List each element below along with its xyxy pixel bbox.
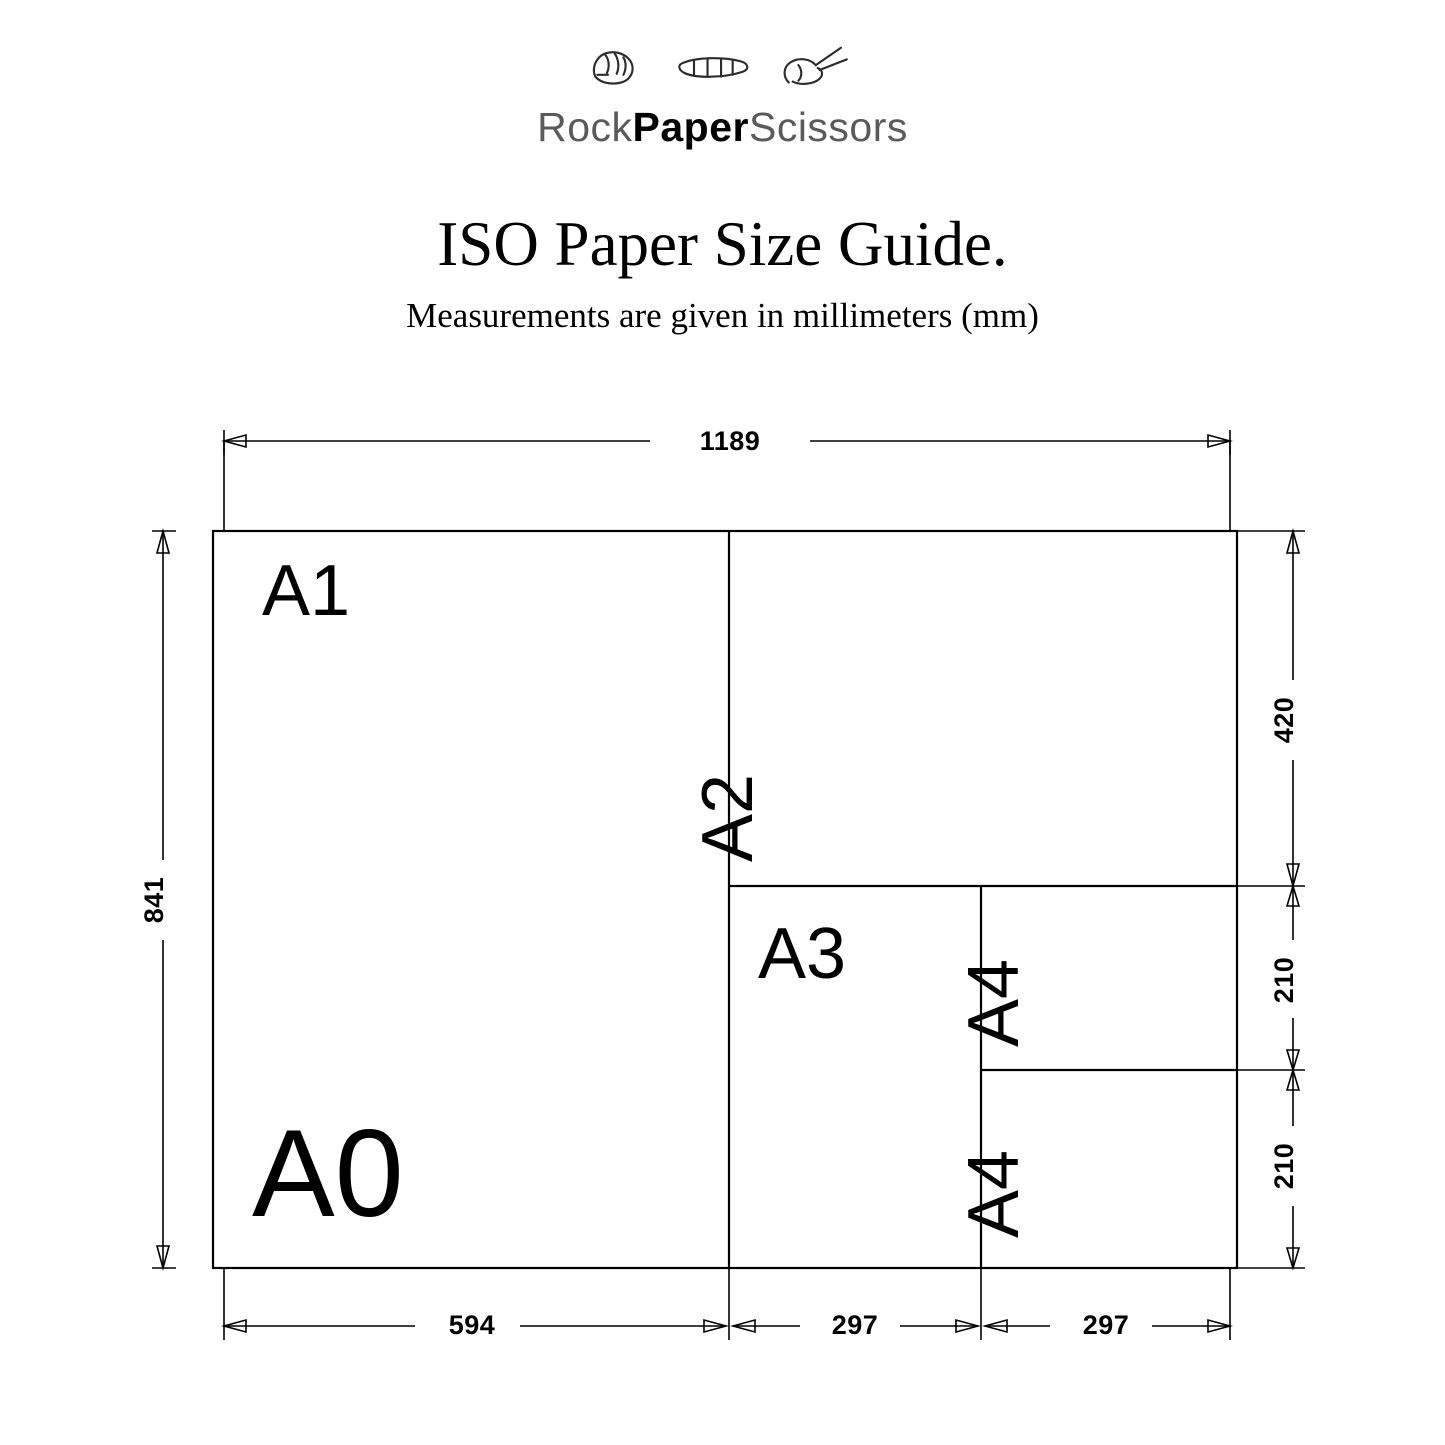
brand-word-rock: Rock	[537, 104, 633, 150]
dimension-label-420: 420	[1269, 696, 1299, 744]
dimension-bottom-297-a4	[985, 1268, 1230, 1340]
brand-word-scissors: Scissors	[748, 104, 908, 150]
dimension-label-1189: 1189	[699, 426, 761, 456]
dimension-top-1189	[224, 426, 1230, 531]
sheet-label-a2: A2	[688, 773, 768, 862]
dimension-bottom-594	[224, 1268, 729, 1340]
dimension-label-841: 841	[139, 876, 169, 924]
sheet-label-a1: A1	[262, 551, 351, 631]
page-title: ISO Paper Size Guide.	[437, 209, 1008, 279]
dimension-label-297-a4: 297	[1082, 1310, 1130, 1340]
sheet-label-a3: A3	[758, 914, 847, 994]
sheet-label-a4-bottom: A4	[954, 1149, 1034, 1238]
sheet-label-a0: A0	[252, 1105, 404, 1243]
dimension-left-841	[139, 531, 176, 1268]
page-subtitle: Measurements are given in millimeters (mm)	[406, 296, 1039, 335]
dimension-right-420	[1237, 531, 1305, 886]
brand-word-paper: Paper	[632, 104, 749, 150]
dimension-label-297-a3: 297	[831, 1310, 879, 1340]
dimension-bottom-297-a3	[733, 1268, 981, 1340]
sheet-label-a4-top: A4	[954, 958, 1034, 1047]
dimension-right-210-bottom	[1237, 1070, 1305, 1268]
dimension-right-210-top	[1237, 886, 1305, 1070]
dimension-label-210-top: 210	[1269, 956, 1299, 1004]
dimension-label-210-bottom: 210	[1269, 1142, 1299, 1190]
dimension-label-594: 594	[448, 1310, 496, 1340]
